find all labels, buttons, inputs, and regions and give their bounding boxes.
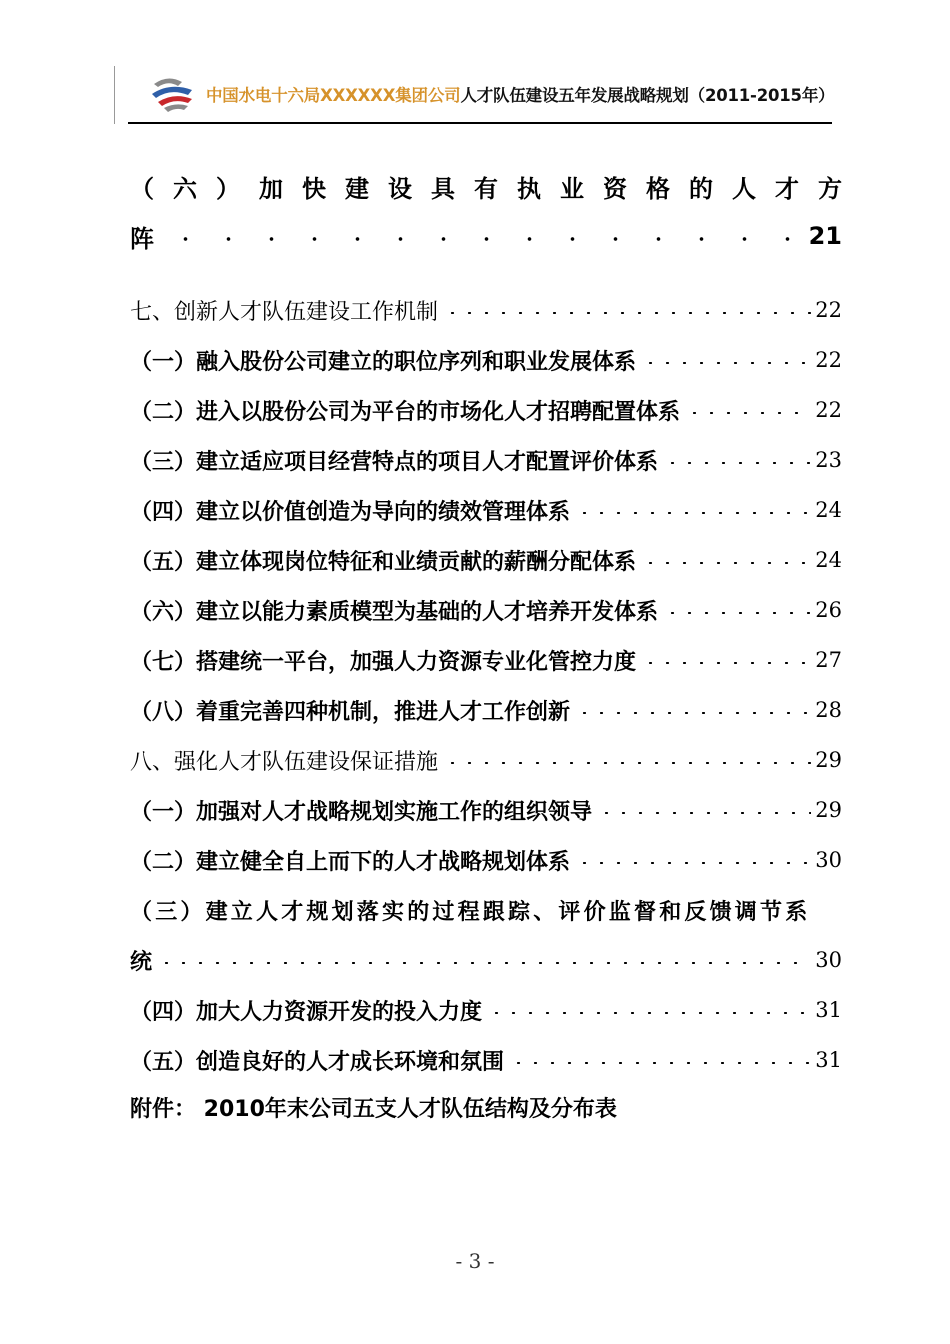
dot-leader <box>642 562 811 564</box>
header-title-doc: 人才队伍建设五年发展战略规划（2011-2015年） <box>460 86 835 105</box>
toc-entry-page: 26 <box>815 598 842 622</box>
header-left-rule <box>114 66 115 124</box>
toc-entry-char: 才 <box>775 174 799 203</box>
header-title <box>206 82 834 106</box>
dot-leader <box>164 237 791 241</box>
dot-leader <box>444 312 811 314</box>
dot-leader <box>488 1012 811 1014</box>
toc-entry-text: （三）建立人才规划落实的过程跟踪、评价监督和反馈调节系 <box>130 899 811 925</box>
toc-entry[interactable] <box>130 840 842 880</box>
toc-entry[interactable] <box>130 390 842 430</box>
toc-entry-text: （四）建立以价值创造为导向的绩效管理体系 <box>130 499 571 525</box>
toc-entry-text: （六）建立以能力素质模型为基础的人才培养开发体系 <box>130 599 659 625</box>
toc-entry-char: 设 <box>388 174 412 203</box>
toc-entry-char: 建 <box>345 174 369 203</box>
toc-entry-text: （五）建立体现岗位特征和业绩贡献的薪酬分配体系 <box>130 549 637 575</box>
toc-entry-page: 22 <box>815 298 842 322</box>
toc-entry-page: 27 <box>815 648 842 672</box>
toc-entry-text: （二）进入以股份公司为平台的市场化人才招聘配置体系 <box>130 399 681 425</box>
dot-leader <box>576 712 811 714</box>
toc-entry-page: 31 <box>815 998 842 1022</box>
page-number: - 3 - <box>455 1249 495 1273</box>
toc-entry-char: 业 <box>560 174 584 203</box>
toc-entry-text: （一）融入股份公司建立的职位序列和职业发展体系 <box>130 349 637 375</box>
toc-entry[interactable] <box>130 640 842 680</box>
toc-entry-char: 具 <box>431 174 455 203</box>
toc-entry-char: 有 <box>474 174 498 203</box>
toc-entry-page: 30 <box>815 848 842 872</box>
toc-entry[interactable] <box>130 740 842 780</box>
toc-entry-char: 快 <box>302 174 326 203</box>
toc-entry-page: 24 <box>815 498 842 522</box>
toc-entry[interactable] <box>130 440 842 480</box>
header-underline <box>128 122 832 124</box>
header-title-company: 中国水电十六局XXXXXX集团公司 <box>206 86 461 105</box>
dot-leader <box>510 1062 811 1064</box>
toc-entry-text: 阵 <box>130 224 154 253</box>
toc-entry-text: （七）搭建统一平台，加强人力资源专业化管控力度 <box>130 649 637 675</box>
dot-leader <box>158 962 811 964</box>
dot-leader <box>664 462 811 464</box>
dot-leader <box>664 612 811 614</box>
dot-leader <box>642 362 811 364</box>
toc-entry-text: 七、创新人才队伍建设工作机制 <box>130 299 439 325</box>
company-logo-icon <box>148 72 198 114</box>
toc-entry[interactable] <box>130 690 842 730</box>
toc-entry-page: 24 <box>815 548 842 572</box>
toc-entry-six-line2 <box>130 216 842 256</box>
toc-entry-text: （八）着重完善四种机制，推进人才工作创新 <box>130 699 571 725</box>
dot-leader <box>444 762 811 764</box>
toc-entry[interactable] <box>130 490 842 530</box>
page-header <box>114 66 835 124</box>
toc-entry[interactable] <box>130 790 842 830</box>
toc-entry-text: （四）加大人力资源开发的投入力度 <box>130 999 483 1025</box>
toc-entry-text: （一）加强对人才战略规划实施工作的组织领导 <box>130 799 593 825</box>
toc-entry[interactable] <box>130 340 842 380</box>
toc-entry-char: 加 <box>259 174 283 203</box>
toc-entry[interactable] <box>130 1040 842 1080</box>
toc-entry-page: 22 <box>815 398 842 422</box>
toc-entry-char: 的 <box>689 174 713 203</box>
toc-entry-page: 22 <box>815 348 842 372</box>
toc-entry-text: 八、强化人才队伍建设保证措施 <box>130 749 439 775</box>
toc-entry-six-line1 <box>130 166 842 206</box>
toc-entry-page: 31 <box>815 1048 842 1072</box>
toc-entry[interactable] <box>130 940 842 980</box>
toc-entry-char: 资 <box>603 174 627 203</box>
dot-leader <box>642 662 811 664</box>
dot-leader <box>576 862 811 864</box>
toc-entry-char: 方 <box>818 174 842 203</box>
toc-entry-text: （二）建立健全自上而下的人才战略规划体系 <box>130 849 571 875</box>
dot-leader <box>576 512 811 514</box>
toc-entry[interactable] <box>130 590 842 630</box>
toc-entry-char: 六 <box>173 174 197 203</box>
toc-entry-char: ） <box>216 174 240 203</box>
toc-entry-page: 29 <box>815 748 842 772</box>
toc-entry-text: （三）建立适应项目经营特点的项目人才配置评价体系 <box>130 449 659 475</box>
toc-entry-text: 统 <box>130 949 153 975</box>
toc-entry-page: 30 <box>815 948 842 972</box>
toc-entry-page: 23 <box>815 448 842 472</box>
toc-entry[interactable] <box>130 890 842 930</box>
dot-leader <box>598 812 811 814</box>
toc-entry-page: 29 <box>815 798 842 822</box>
toc-entry-char: 执 <box>517 174 541 203</box>
dot-leader <box>686 412 811 414</box>
toc-entry[interactable] <box>130 540 842 580</box>
toc-entry[interactable] <box>130 290 842 330</box>
toc-entry-page: 21 <box>808 222 842 250</box>
toc-entry-text: （五）创造良好的人才成长环境和氛围 <box>130 1049 505 1075</box>
toc-entry-page: 28 <box>815 698 842 722</box>
toc-entry-char: 格 <box>646 174 670 203</box>
toc-entry[interactable] <box>130 990 842 1030</box>
toc-entry-char: （ <box>130 174 154 203</box>
toc-entry-char: 人 <box>732 174 756 203</box>
attachment-line: 附件： 2010年末公司五支人才队伍结构及分布表 <box>130 1097 617 1122</box>
